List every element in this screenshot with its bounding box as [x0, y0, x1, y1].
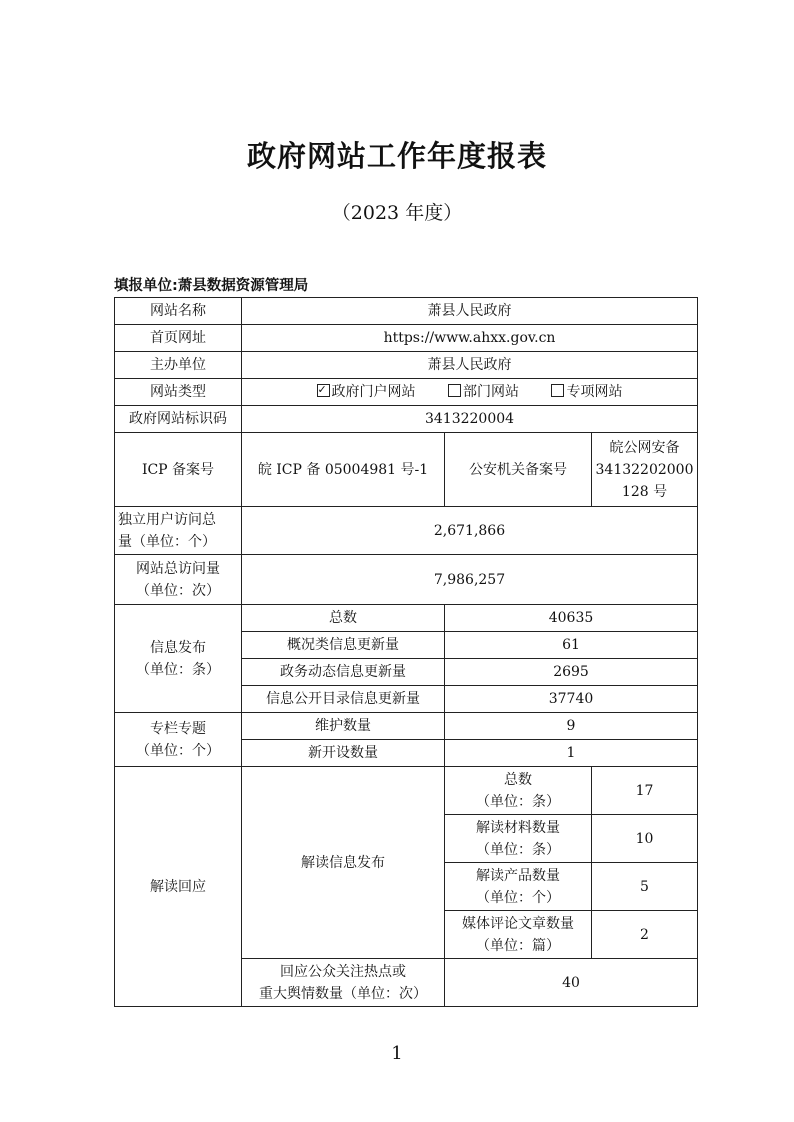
unique-visits-label — [115, 507, 242, 555]
total-visits-label — [115, 555, 242, 605]
label-line: （单位：次） — [136, 582, 220, 599]
site-name-value: 萧县人民政府 — [242, 298, 698, 325]
info-publish-item-value: 61 — [445, 632, 698, 659]
label-line: 重大舆情数量（单位：次） — [259, 985, 427, 1002]
info-publish-item-label: 信息公开目录信息更新量 — [242, 686, 445, 713]
police-record-line: 34132202000 — [595, 461, 694, 478]
label-line: （单位：条） — [476, 793, 560, 810]
table-row — [115, 379, 698, 406]
checkbox-empty-icon[interactable] — [551, 384, 564, 397]
label-line: 解读材料数量 — [476, 819, 560, 836]
label-line: 总数 — [504, 771, 532, 788]
info-publish-item-value: 37740 — [445, 686, 698, 713]
filing-unit: 填报单位:萧县数据资源管理局 — [114, 278, 309, 294]
sponsor-value: 萧县人民政府 — [242, 352, 698, 379]
label-line: 网站总访问量 — [136, 560, 220, 577]
police-record-label: 公安机关备案号 — [445, 433, 592, 507]
info-publish-item-label: 概况类信息更新量 — [242, 632, 445, 659]
label-line: （单位：条） — [136, 661, 220, 678]
interpretation-item-label — [445, 863, 592, 911]
homepage-label: 首页网址 — [115, 325, 242, 352]
label-line: 信息发布 — [150, 639, 206, 656]
table-row — [115, 507, 698, 555]
table-row — [115, 406, 698, 433]
interpretation-item-value: 17 — [592, 767, 698, 815]
columns-item-label: 新开设数量 — [242, 740, 445, 767]
table-row — [115, 433, 698, 507]
info-publish-label — [115, 605, 242, 713]
site-type-option[interactable] — [551, 381, 622, 403]
info-publish-item-label: 总数 — [242, 605, 445, 632]
site-type-options — [242, 379, 698, 406]
columns-item-label: 维护数量 — [242, 713, 445, 740]
label-line: 解读产品数量 — [476, 867, 560, 884]
columns-item-value: 9 — [445, 713, 698, 740]
response-value: 40 — [445, 959, 698, 1007]
site-type-option-label: 部门网站 — [463, 384, 519, 400]
label-line: （单位：篇） — [476, 937, 560, 954]
interpretation-item-label — [445, 815, 592, 863]
label-line: （单位：个） — [136, 742, 220, 759]
response-label — [242, 959, 445, 1007]
site-type-option-label: 专项网站 — [566, 384, 623, 400]
site-type-option[interactable] — [317, 381, 416, 403]
label-line: 媒体评论文章数量 — [462, 915, 574, 932]
unique-visits-value: 2,671,866 — [242, 507, 698, 555]
interpretation-item-value: 10 — [592, 815, 698, 863]
label-line: 专栏专题 — [150, 720, 206, 737]
label-line: 量（单位：个） — [118, 533, 216, 550]
icp-value: 皖 ICP 备 05004981 号-1 — [242, 433, 445, 507]
table-row — [115, 325, 698, 352]
site-type-option-label: 政府门户网站 — [331, 384, 416, 400]
site-type-label: 网站类型 — [115, 379, 242, 406]
table-row — [115, 713, 698, 740]
homepage-value: https://www.ahxx.gov.cn — [242, 325, 698, 352]
columns-label — [115, 713, 242, 767]
label-line: （单位：条） — [476, 841, 560, 858]
checkbox-checked-icon[interactable] — [317, 384, 330, 397]
label-line: （单位：个） — [476, 889, 560, 906]
table-row — [115, 555, 698, 605]
label-line: 回应公众关注热点或 — [280, 963, 406, 980]
table-row — [115, 605, 698, 632]
label-line: 独立用户访问总 — [118, 511, 216, 528]
interpretation-sub-label: 解读信息发布 — [242, 767, 445, 959]
police-record-line: 128 号 — [621, 483, 668, 500]
info-publish-item-value: 40635 — [445, 605, 698, 632]
interpretation-item-label — [445, 767, 592, 815]
interpretation-label: 解读回应 — [115, 767, 242, 1007]
interpretation-item-label — [445, 911, 592, 959]
table-row — [115, 767, 698, 815]
interpretation-item-value: 5 — [592, 863, 698, 911]
site-code-value: 3413220004 — [242, 406, 698, 433]
interpretation-item-value: 2 — [592, 911, 698, 959]
icp-label: ICP 备案号 — [115, 433, 242, 507]
police-record-value — [592, 433, 698, 507]
report-table — [114, 297, 698, 1007]
site-code-label: 政府网站标识码 — [115, 406, 242, 433]
info-publish-item-label: 政务动态信息更新量 — [242, 659, 445, 686]
total-visits-value: 7,986,257 — [242, 555, 698, 605]
site-type-option[interactable] — [448, 381, 519, 403]
police-record-line: 皖公网安备 — [609, 439, 680, 456]
report-year: （2023 年度） — [331, 202, 463, 224]
sponsor-label: 主办单位 — [115, 352, 242, 379]
checkbox-empty-icon[interactable] — [448, 384, 461, 397]
page-title: 政府网站工作年度报表 — [246, 139, 547, 173]
site-name-label: 网站名称 — [115, 298, 242, 325]
table-row — [115, 298, 698, 325]
page-number: 1 — [391, 1043, 403, 1064]
columns-item-value: 1 — [445, 740, 698, 767]
table-row — [115, 352, 698, 379]
info-publish-item-value: 2695 — [445, 659, 698, 686]
